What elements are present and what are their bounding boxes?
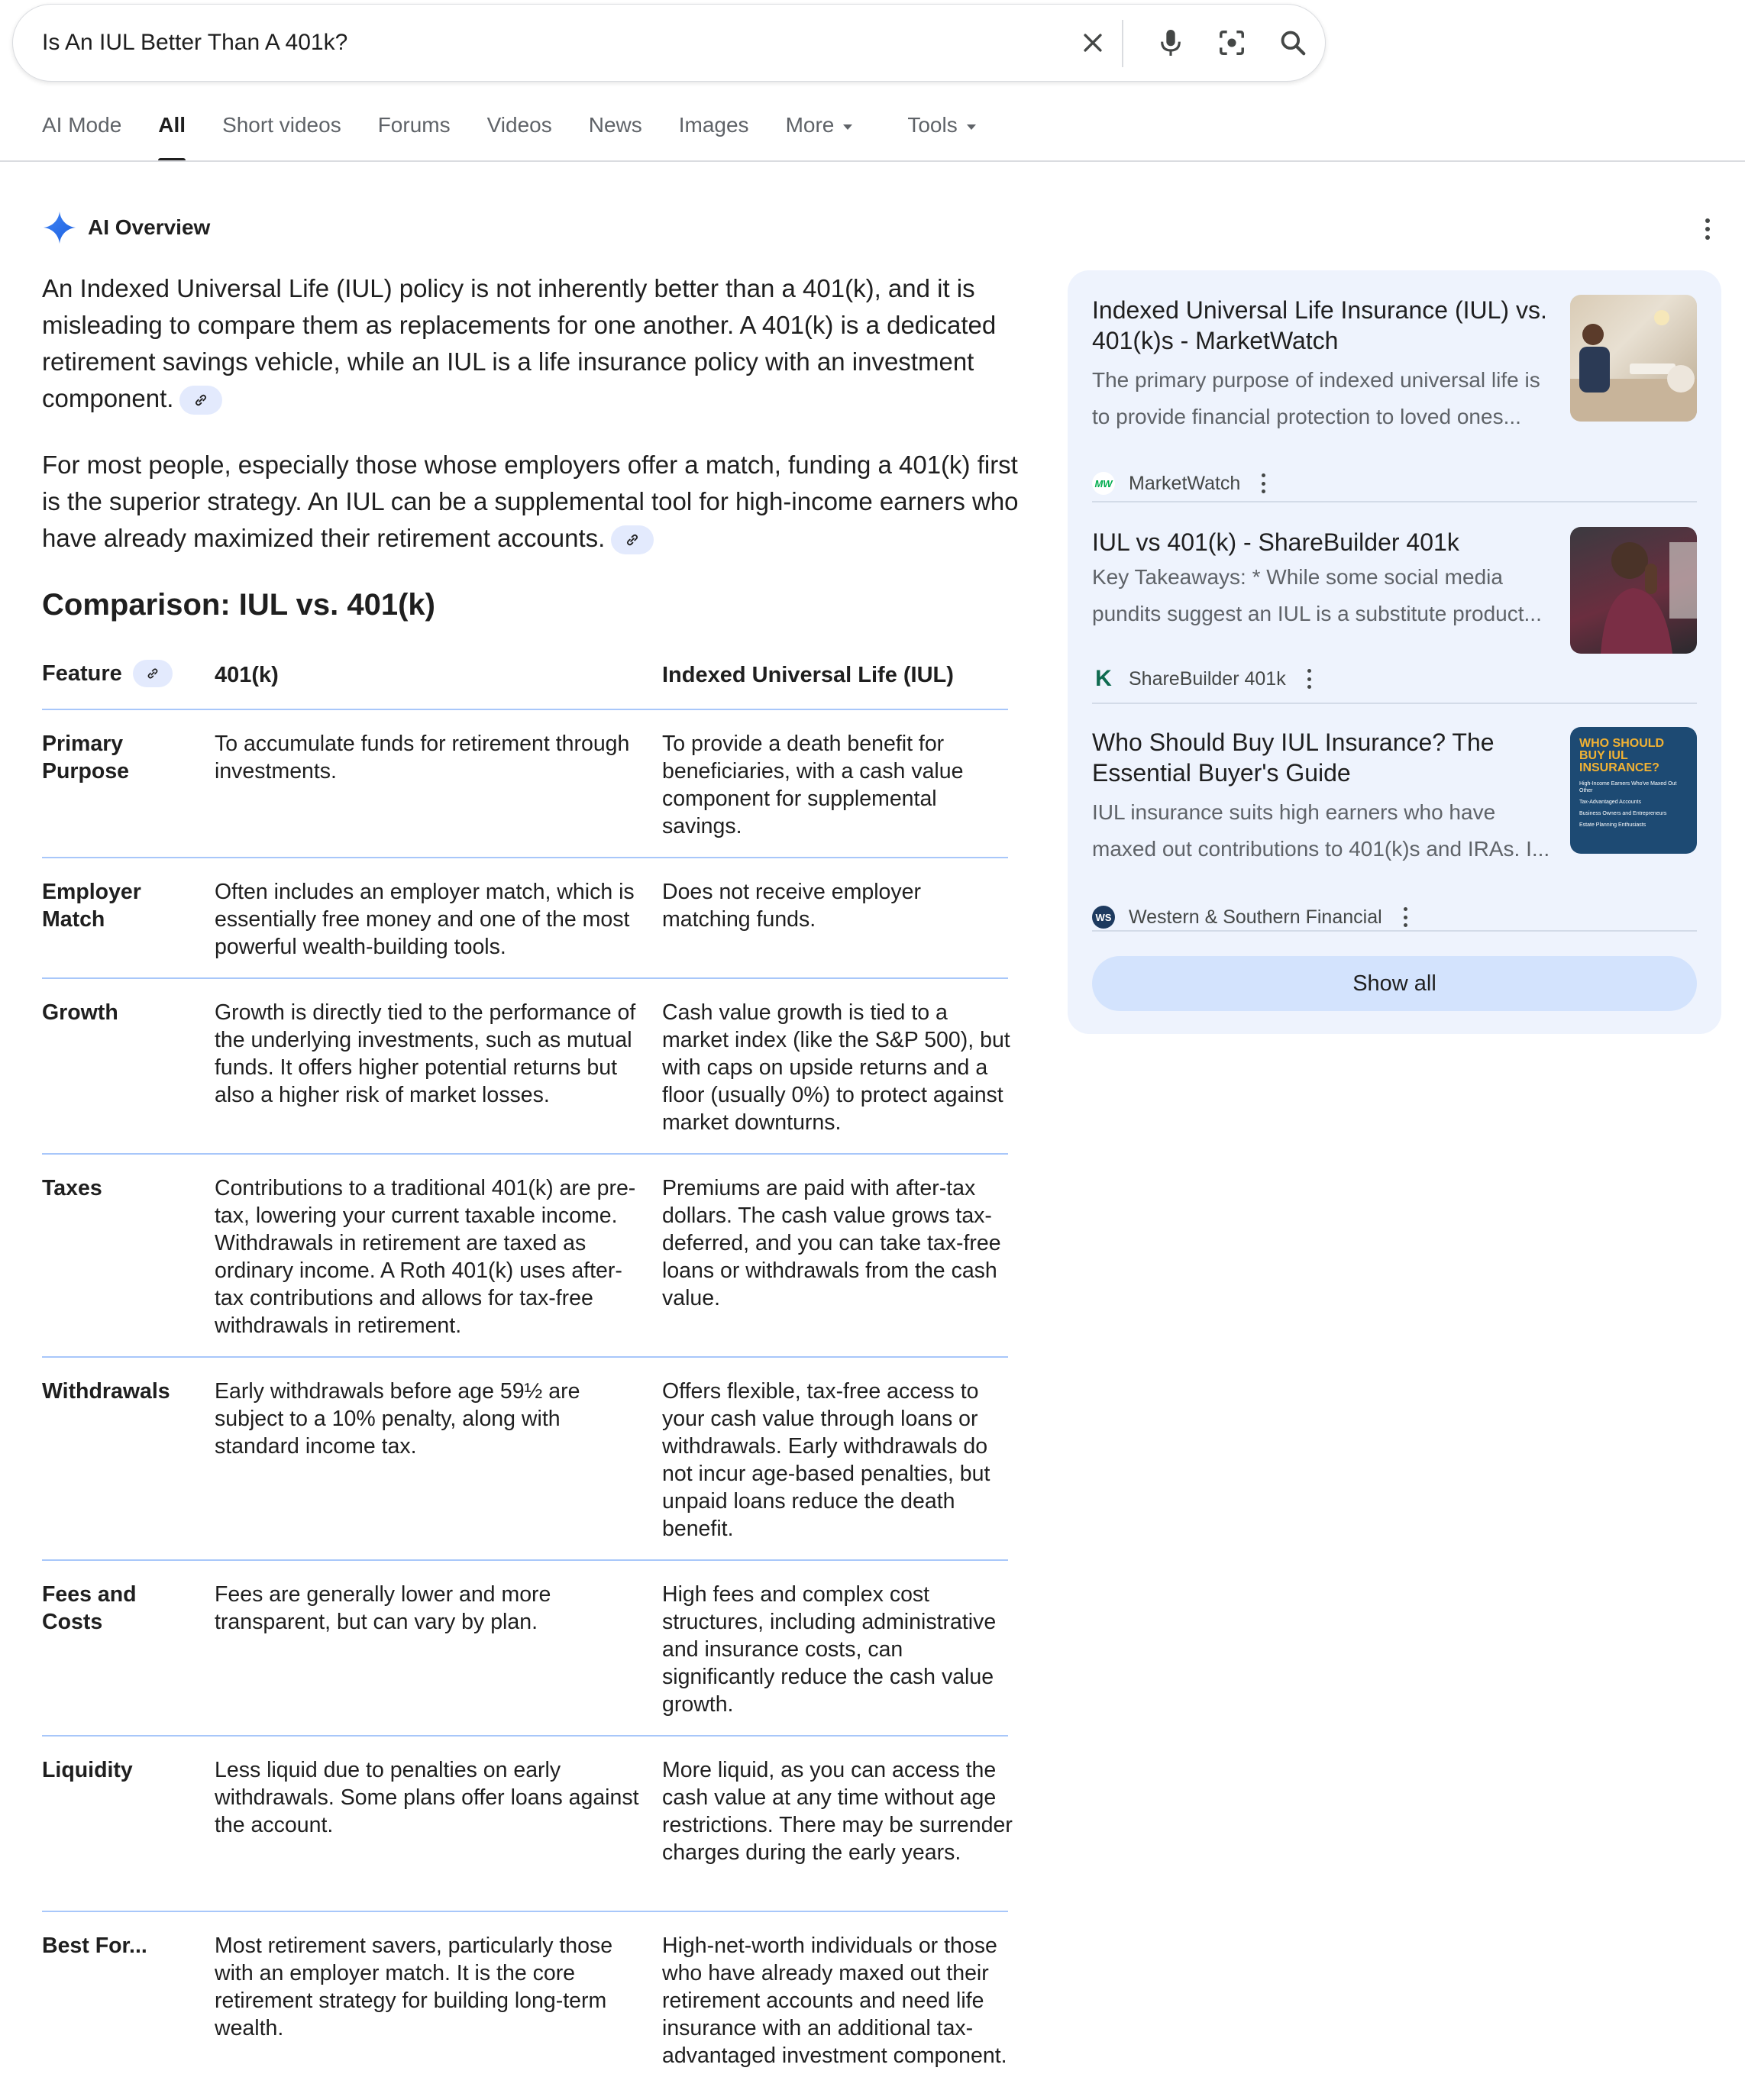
source-site: [1092, 472, 1265, 495]
row-iul: Premiums are paid with after-tax dollars. The cash value grows tax-deferred, and you can take tax-free loans or withdrawals from the cash value.: [662, 1176, 1001, 1310]
tab-short-videos[interactable]: Short videos: [222, 113, 341, 137]
search-icon[interactable]: [1275, 24, 1311, 61]
close-icon[interactable]: [1074, 24, 1111, 61]
row-401k: Early withdrawals before age 59½ are subject to a 10% penalty, along with standard income tax.: [215, 1379, 580, 1459]
row-feature: Best For...: [42, 1934, 147, 1958]
source-divider: [1092, 501, 1697, 502]
header-401k: 401(k): [215, 663, 279, 687]
gemini-sparkle-icon: [42, 210, 77, 245]
source-snippet: IUL insurance suits high earners who have maxed out contributions to 401(k)s and IRAs. I...: [1092, 800, 1550, 861]
row-feature: Growth: [42, 1000, 118, 1025]
citation-link-icon[interactable]: [611, 525, 654, 554]
thumb-title: WHO SHOULD BUY IUL INSURANCE?: [1579, 737, 1665, 774]
source-title[interactable]: Indexed Universal Life Insurance (IUL) vs. 401(k)s - MarketWatch: [1092, 296, 1547, 354]
row-401k: Fees are generally lower and more transparent, but can vary by plan.: [215, 1582, 551, 1634]
row-iul: Does not receive employer matching funds.: [662, 880, 921, 932]
search-bar: [12, 4, 1326, 82]
row-feature: Withdrawals: [42, 1379, 170, 1404]
row-feature: Liquidity: [42, 1758, 133, 1782]
section-title: Comparison: IUL vs. 401(k): [42, 588, 435, 622]
source-divider: [1092, 703, 1697, 704]
source-thumbnail: [1570, 295, 1697, 422]
row-feature: Fees and Costs: [42, 1582, 137, 1634]
source-site: [1092, 667, 1311, 690]
search-input[interactable]: [42, 5, 1035, 81]
citation-link-icon[interactable]: [179, 386, 222, 415]
western-southern-logo-icon: WS: [1092, 906, 1115, 929]
row-iul: High-net-worth individuals or those who have already maxed out their retirement accounts and need life insurance with an additional tax-advantaged investment component.: [662, 1934, 1007, 2068]
more-options-icon[interactable]: [1307, 669, 1311, 689]
tab-images[interactable]: Images: [678, 113, 749, 137]
row-iul: Cash value growth is tied to a market index (like the S&P 500), but with caps on upside returns and a floor (usually 0%) to protect against market downturns.: [662, 1000, 1010, 1135]
tab-ai-mode[interactable]: AI Mode: [42, 113, 122, 137]
source-title[interactable]: Who Should Buy IUL Insurance? The Essential Buyer's Guide: [1092, 729, 1495, 787]
row-401k: Often includes an employer match, which is essentially free money and one of the most powerful wealth-building tools.: [215, 880, 635, 959]
source-divider: [1092, 930, 1697, 932]
ai-overview-label: AI Overview: [88, 215, 211, 239]
source-card[interactable]: [1092, 727, 1697, 928]
show-all-button[interactable]: Show all: [1092, 956, 1697, 1011]
source-card[interactable]: [1092, 295, 1697, 494]
row-401k: Contributions to a traditional 401(k) are pre-tax, lowering your current taxable income. Withdrawals in retirement are taxed as ordinary income. A Roth 401(k) uses after-tax contributions and allows for tax-free withdrawals in retirement.: [215, 1176, 636, 1338]
tabs-divider: [0, 160, 1745, 162]
overview-paragraph-2: For most people, especially those whose employers offer a match, funding a 401(k) first is the superior strategy. An IUL can be a supplemental tool for high-income earners who have already maximized their retirement accounts.: [42, 447, 1020, 557]
tab-forums[interactable]: Forums: [377, 113, 451, 137]
search-divider: [1122, 20, 1123, 67]
more-options-icon[interactable]: [1262, 473, 1265, 493]
source-title[interactable]: IUL vs 401(k) - ShareBuilder 401k: [1092, 528, 1459, 556]
header-iul: Indexed Universal Life (IUL): [662, 663, 954, 687]
camera-lens-icon[interactable]: [1213, 24, 1250, 61]
row-feature: Taxes: [42, 1176, 102, 1200]
table-row: [42, 1358, 1008, 1561]
tab-news[interactable]: News: [588, 113, 642, 137]
source-site-name: ShareBuilder 401k: [1129, 667, 1286, 690]
comparison-table: [42, 641, 1013, 2100]
source-thumbnail: [1570, 527, 1697, 654]
table-row: [42, 979, 1008, 1155]
row-feature: Employer Match: [42, 880, 141, 932]
source-site-name: MarketWatch: [1129, 472, 1241, 494]
marketwatch-logo-icon: MW: [1092, 472, 1115, 495]
header-feature: Feature: [42, 660, 173, 687]
thumb-list-item: Business Owners and Entrepreneurs: [1579, 811, 1667, 816]
tab-all[interactable]: All: [158, 113, 186, 162]
source-site-name: Western & Southern Financial: [1129, 906, 1382, 928]
row-401k: To accumulate funds for retirement through investments.: [215, 732, 630, 783]
table-row: [42, 1561, 1008, 1737]
row-401k: Growth is directly tied to the performance of the underlying investments, such as mutual funds. It offers higher potential returns but also a higher risk of market losses.: [215, 1000, 636, 1107]
table-row: [42, 1912, 1008, 2100]
microphone-icon[interactable]: [1152, 24, 1189, 61]
more-options-icon[interactable]: [1695, 215, 1720, 243]
source-snippet: Key Takeaways: * While some social media pundits suggest an IUL is a substitute product...: [1092, 565, 1542, 625]
table-row: [42, 710, 1008, 858]
thumb-list-item: Estate Planning Enthusiasts: [1579, 822, 1646, 828]
tab-videos[interactable]: Videos: [486, 113, 552, 137]
row-401k: Less liquid due to penalties on early withdrawals. Some plans offer loans against the account.: [215, 1758, 639, 1837]
tab-more[interactable]: More: [786, 113, 853, 162]
citation-link-icon[interactable]: [133, 660, 173, 687]
row-401k: Most retirement savers, particularly those with an employer match. It is the core retirement strategy for building long-term wealth.: [215, 1934, 613, 2040]
sources-panel: [1068, 270, 1721, 1034]
row-iul: To provide a death benefit for beneficiaries, with a cash value component for supplemental savings.: [662, 732, 964, 838]
table-row: [42, 1155, 1008, 1358]
chevron-down-icon: [967, 124, 976, 130]
sharebuilder-logo-icon: K: [1095, 666, 1112, 691]
search-tabs: [42, 113, 1013, 162]
more-options-icon[interactable]: [1404, 907, 1407, 927]
chevron-down-icon: [843, 124, 852, 130]
thumb-list-item: Tax-Advantaged Accounts: [1579, 800, 1641, 805]
overview-paragraph-1: An Indexed Universal Life (IUL) policy is not inherently better than a 401(k), and it is misleading to compare them as replacements for one another. A 401(k) is a dedicated retirement savings vehicle, while an IUL is a life insurance policy with an investment component.: [42, 270, 1020, 417]
row-iul: More liquid, as you can access the cash value at any time without age restrictions. There may be surrender charges during the early years.: [662, 1758, 1013, 1865]
table-header: [42, 641, 1008, 710]
thumb-list-item: High-Income Earners Who've Maxed Out Other: [1579, 781, 1677, 793]
row-feature: Primary Purpose: [42, 732, 130, 783]
source-thumbnail: [1570, 727, 1697, 854]
row-iul: Offers flexible, tax-free access to your cash value through loans or withdrawals. Early withdrawals do not incur age-based penalties, but unpaid loans reduce the death benefit.: [662, 1379, 990, 1541]
row-iul: High fees and complex cost structures, including administrative and insurance costs, can significantly reduce the cash value growth.: [662, 1582, 997, 1717]
ai-overview-header: [42, 210, 210, 245]
source-snippet: The primary purpose of indexed universal life is to provide financial protection to loved ones...: [1092, 368, 1540, 428]
source-card[interactable]: [1092, 527, 1697, 703]
tab-tools[interactable]: Tools: [907, 113, 975, 162]
table-row: [42, 1737, 1013, 1912]
table-row: [42, 858, 1008, 979]
source-site: [1092, 906, 1407, 929]
